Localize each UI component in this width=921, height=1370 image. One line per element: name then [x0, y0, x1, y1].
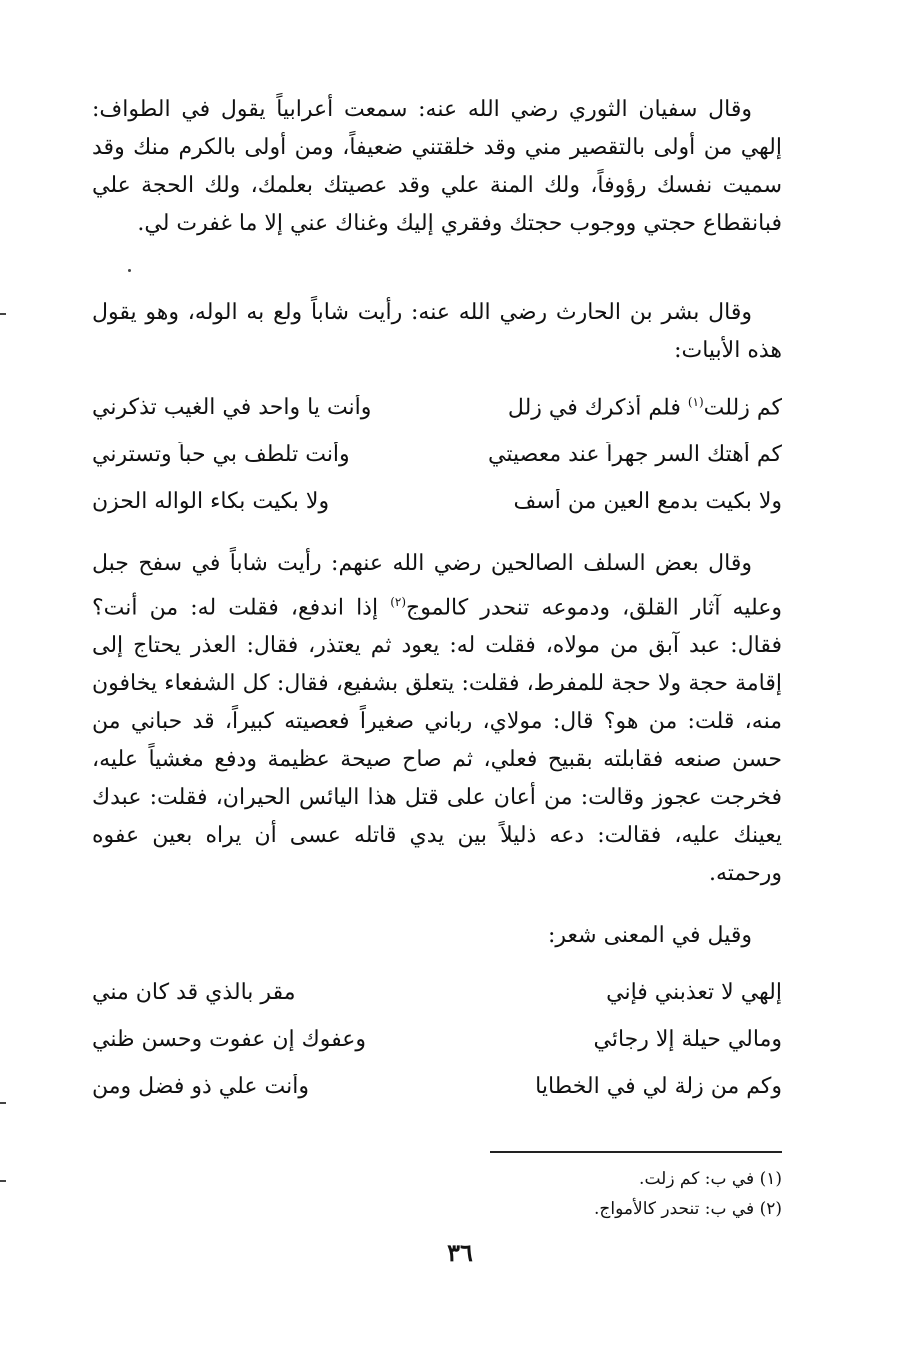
verse-line	[92, 489, 782, 536]
footnote-1: (١) في ب: كم زلت.	[639, 1169, 782, 1189]
verse-left-hemistich: وعفوك إن عفوت وحسن ظني	[92, 1027, 367, 1052]
poem-1	[92, 395, 782, 536]
footnote-ref-1: (١)	[687, 395, 704, 409]
paragraph-poem-intro: وقيل في المعنى شعر:	[548, 923, 752, 948]
ink-dot	[128, 269, 131, 272]
page-number: ٣٦	[447, 1238, 473, 1267]
scan-edge-mark	[0, 1102, 6, 1104]
footnote-ref-2: (٢)	[390, 595, 407, 609]
verse-left-hemistich: وأنت علي ذو فضل ومن	[92, 1074, 310, 1099]
verse-line	[92, 980, 782, 1027]
verse-right-hemistich: وكم من زلة لي في الخطايا	[535, 1074, 782, 1099]
poem-2	[92, 980, 782, 1121]
paragraph-salaf-story: وقال بعض السلف الصالحين رضي الله عنهم: رأيت شاباً في سفح جبل وعليه آثار القلق، ودموعه تنحدر كالموج$^{(٢)}$ إذا اندفع، فقلت له: من أنت؟ فقال: عبد آبق من مولاه، فقلت له: يعود ثم يعتذر، فقال: العذر يحتاج إلى إقامة حجة ولا حجة للمفرط، فقلت: يتعلق بشفيع، فقال: كل الشفعاء يخافون منه، قلت: من هو؟ قال: مولاي، رباني صغيراً فعصيته كبيراً، قد حباني من حسن صنعه فقابلته بقبيح فعلي، ثم صاح صيحة عظيمة ودفع مغشياً عليه، فخرجت عجوز وقالت: من أعان على قتل هذا اليائس الحيران، فقلت: عبدك يعينك عليه، فقالت: دعه ذليلاً بين يدي قاتله عسى أن يراه بعين عفوه ورحمته.	[92, 551, 783, 887]
verse-right-hemistich: ولا بكيت بدمع العين من أسف	[513, 489, 782, 514]
paragraph-bishr: وقال بشر بن الحارث رضي الله عنه: رأيت شاباً ولع به الوله، وهو يقول هذه الأبيات:	[92, 300, 782, 363]
scan-edge-mark	[0, 1180, 6, 1182]
footnote-2: (٢) في ب: تنحدر كالأمواج.	[594, 1199, 782, 1219]
verse-right-hemistich: كم أهتك السر جهراً عند معصيتي	[488, 442, 782, 467]
verse-right-hemistich: إلهي لا تعذبني فإني	[606, 980, 782, 1005]
verse-line	[92, 1074, 782, 1121]
verse-left-hemistich: وأنت تلطف بي حباً وتسترني	[92, 442, 350, 467]
verse-right-hemistich: كم زللت$^{(١)}$ فلم أذكرك في زلل	[507, 395, 782, 421]
scan-edge-mark	[0, 313, 6, 315]
paragraph-sufyan: وقال سفيان الثوري رضي الله عنه: سمعت أعرابياً يقول في الطواف: إلهي من أولى بالتقصير مني وقد خلقتني ضعيفاً، ومن أولى بالكرم منك وقد سميت نفسك رؤوفاً، ولك المنة علي وقد عصيتك بعلمك، ولك الحجة علي فبانقطاع حجتي ووجوب حجتك وفقري إليك وغناك عني إلا ما غفرت لي.	[92, 97, 782, 236]
footnote-divider	[490, 1151, 782, 1153]
verse-left-hemistich: مقر بالذي قد كان مني	[92, 980, 296, 1005]
footnotes	[490, 1164, 782, 1224]
verse-line	[92, 442, 782, 489]
verse-left-hemistich: وأنت يا واحد في الغيب تذكرني	[92, 395, 372, 420]
verse-left-hemistich: ولا بكيت بكاء الواله الحزن	[92, 489, 330, 514]
verse-line	[92, 395, 782, 442]
verse-right-hemistich: ومالي حيلة إلا رجائي	[593, 1027, 782, 1052]
verse-line	[92, 1027, 782, 1074]
